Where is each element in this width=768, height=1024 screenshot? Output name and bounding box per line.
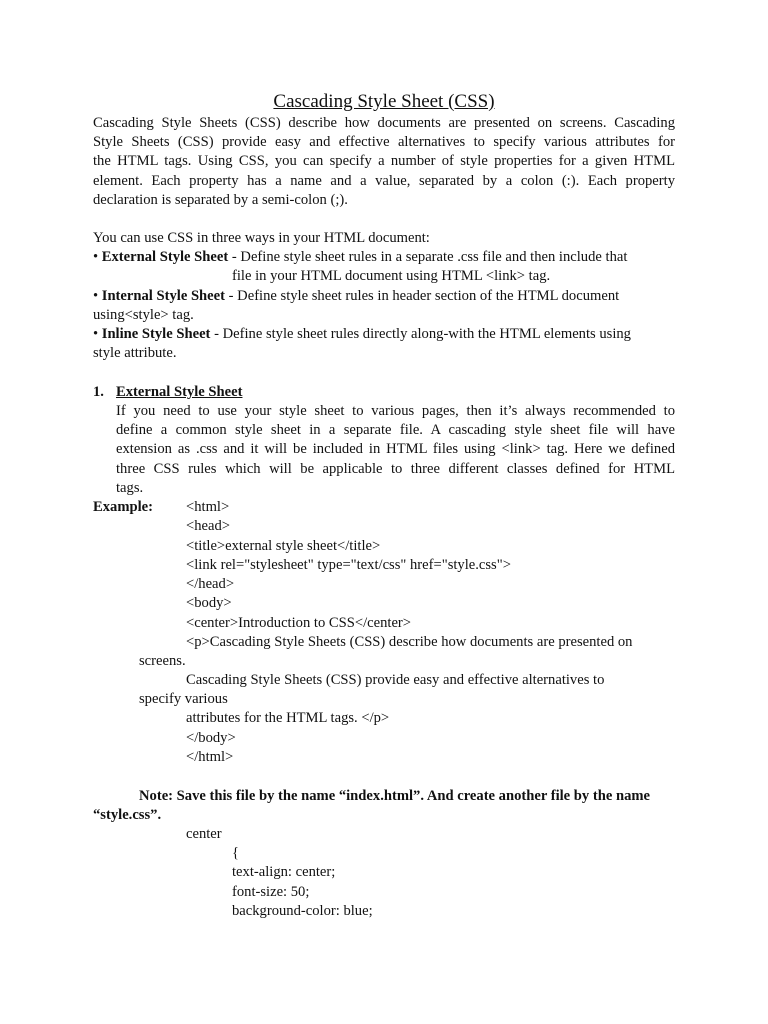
way-description: Define style sheet rules in a separate .css file and then include that bbox=[240, 249, 628, 265]
example-label: Example: bbox=[93, 499, 153, 515]
bullet-icon: • bbox=[93, 249, 99, 265]
code-line: </html> bbox=[186, 749, 234, 765]
way-term: Inline Style Sheet bbox=[101, 326, 211, 342]
code-line: <center>Introduction to CSS</center> bbox=[186, 615, 412, 631]
code-line: <title>external style sheet</title> bbox=[186, 538, 381, 554]
way-item-inline bbox=[93, 325, 631, 344]
code-line: screens. bbox=[139, 653, 186, 669]
code-line: <html> bbox=[186, 499, 230, 515]
ways-intro: You can use CSS in three ways in your HTML document: bbox=[93, 230, 430, 246]
css-code-line: background-color: blue; bbox=[232, 903, 373, 919]
section-line: extension as .css and it will be included in HTML files using <link> tag. Here we defined bbox=[116, 441, 675, 457]
intro-line: Style Sheets (CSS) provide easy and effective alternatives to specify various attributes for bbox=[93, 134, 675, 150]
note-line: Note: Save this file by the name “index.html”. And create another file by the name bbox=[139, 788, 651, 804]
way-separator: - bbox=[210, 326, 223, 342]
note-line: “style.css”. bbox=[93, 807, 162, 823]
way-description-cont: using<style> tag. bbox=[93, 307, 194, 323]
css-code-line: font-size: 50; bbox=[232, 884, 310, 900]
section-line: tags. bbox=[116, 480, 144, 496]
code-line: attributes for the HTML tags. </p> bbox=[186, 710, 390, 726]
section-heading: External Style Sheet bbox=[116, 384, 243, 400]
code-line: </body> bbox=[186, 730, 236, 746]
css-code-line: { bbox=[232, 845, 240, 861]
way-description: Define style sheet rules in header section of the HTML document bbox=[237, 288, 620, 304]
code-line: <head> bbox=[186, 518, 231, 534]
way-term: External Style Sheet bbox=[101, 249, 229, 265]
way-description-cont: file in your HTML document using HTML <link> tag. bbox=[232, 268, 551, 284]
intro-line: declaration is separated by a semi-colon (;). bbox=[93, 192, 348, 208]
section-line: define a common style sheet in a separate file. A cascading style sheet file will have bbox=[116, 422, 675, 438]
way-description: Define style sheet rules directly along-with the HTML elements using bbox=[222, 326, 631, 342]
intro-line: the HTML tags. Using CSS, you can specify a number of style properties for a given HTML bbox=[93, 153, 675, 169]
way-separator: - bbox=[228, 249, 241, 265]
css-code-line: center bbox=[186, 826, 222, 842]
code-line: </head> bbox=[186, 576, 235, 592]
section-number: 1. bbox=[93, 384, 104, 400]
css-code-line: text-align: center; bbox=[232, 864, 336, 880]
intro-line: Cascading Style Sheets (CSS) describe how documents are presented on screens. Cascading bbox=[93, 115, 675, 131]
way-description-cont: style attribute. bbox=[93, 345, 177, 361]
code-line: Cascading Style Sheets (CSS) provide easy and effective alternatives to bbox=[186, 672, 605, 688]
bullet-icon: • bbox=[93, 326, 99, 342]
bullet-icon: • bbox=[93, 288, 99, 304]
code-line: specify various bbox=[139, 691, 228, 707]
way-item-internal bbox=[93, 287, 619, 306]
section-line: If you need to use your style sheet to various pages, then it’s always recommended to bbox=[116, 403, 675, 419]
intro-line: element. Each property has a name and a value, separated by a colon (:). Each property bbox=[93, 173, 675, 189]
way-term: Internal Style Sheet bbox=[101, 288, 225, 304]
way-separator: - bbox=[225, 288, 238, 304]
section-line: three CSS rules which will be applicable to three different classes defined for HTML bbox=[116, 461, 675, 477]
code-line: <body> bbox=[186, 595, 232, 611]
code-line: <link rel="stylesheet" type="text/css" href="style.css"> bbox=[186, 557, 511, 573]
way-item-external bbox=[93, 248, 627, 267]
code-line: <p>Cascading Style Sheets (CSS) describe how documents are presented on bbox=[186, 634, 633, 650]
page-title: Cascading Style Sheet (CSS) bbox=[273, 91, 495, 112]
